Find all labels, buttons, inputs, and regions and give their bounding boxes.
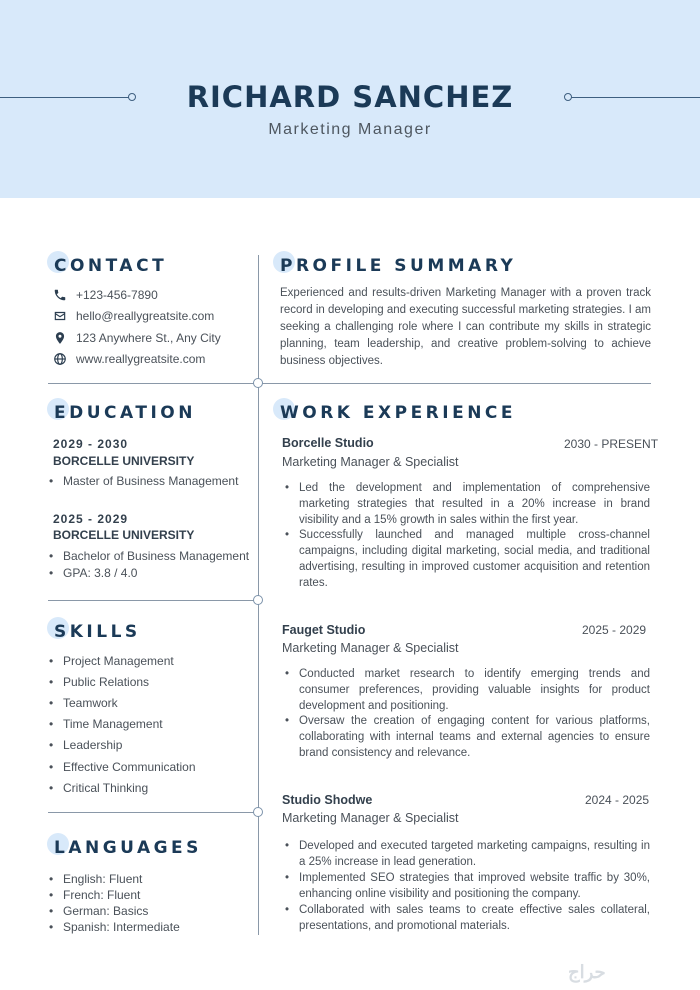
- profile-title: PROFILE SUMMARY: [280, 256, 517, 276]
- job-company: Borcelle Studio: [282, 436, 374, 450]
- job-bullet: • Successfully launched and managed multiple cross-channel campaigns, including digital marketing, social media, and traditional advertising, resulting in improved customer acquisition and retention rates.: [299, 527, 650, 591]
- job-bullet: • Oversaw the creation of engaging content for various platforms, collaborating with internal teams and external agencies to ensure brand consistency and relevance.: [299, 713, 650, 761]
- skill-item: • Leadership: [63, 738, 122, 752]
- skill-item: • Time Management: [63, 717, 163, 731]
- job-position: Marketing Manager & Specialist: [282, 811, 459, 825]
- skill-item: • Effective Communication: [63, 760, 196, 774]
- contact-phone-text: +123-456-7890: [76, 288, 158, 302]
- job-dates: 2025 - 2029: [582, 623, 647, 637]
- education-title: EDUCATION: [54, 403, 196, 423]
- contact-address-text: 123 Anywhere St., Any City: [76, 331, 221, 345]
- job-bullet: • Collaborated with sales teams to create effective sales collateral, presentations, and promotional materials.: [299, 902, 650, 934]
- location-pin-icon: [53, 331, 67, 345]
- language-item: • German: Basics: [63, 904, 148, 918]
- education-school: BORCELLE UNIVERSITY: [53, 454, 195, 468]
- job-company: Studio Shodwe: [282, 793, 373, 807]
- job-position: Marketing Manager & Specialist: [282, 641, 459, 655]
- globe-icon: [53, 352, 67, 366]
- separator-node-2: [253, 595, 263, 605]
- education-years: 2025 - 2029: [53, 512, 129, 526]
- profile-text: Experienced and results-driven Marketing Manager with a proven track record in developing and executing successful marketing strategies. I am seeking a challenging role where I can contribute my skills in strategic planning, team leadership, and creative problem-solving to achieve business objectives.: [280, 287, 651, 367]
- contact-email-text: hello@reallygreatsite.com: [76, 309, 215, 323]
- skill-item: • Project Management: [63, 654, 174, 668]
- skills-title: SKILLS: [54, 622, 141, 642]
- separator-1: [48, 383, 651, 384]
- job-dates: 2030 - PRESENT: [564, 437, 659, 451]
- candidate-role: Marketing Manager: [268, 121, 432, 138]
- education-school: BORCELLE UNIVERSITY: [53, 528, 195, 542]
- separator-2: [48, 600, 259, 601]
- language-item: • English: Fluent: [63, 872, 142, 886]
- education-detail: • Master of Business Management: [63, 474, 238, 488]
- skill-item: • Critical Thinking: [63, 781, 148, 795]
- separator-node-3: [253, 807, 263, 817]
- job-bullet: • Implemented SEO strategies that improved website traffic by 30%, enhancing online visibility and positioning the company.: [299, 870, 650, 902]
- job-position: Marketing Manager & Specialist: [282, 455, 459, 469]
- skill-item: • Teamwork: [63, 696, 118, 710]
- job-bullet: • Developed and executed targeted marketing campaigns, resulting in a 25% increase in lead generation.: [299, 838, 650, 870]
- watermark: حراج: [568, 962, 606, 982]
- separator-node-1: [253, 378, 263, 388]
- job-company: Fauget Studio: [282, 623, 366, 637]
- mail-icon: [53, 309, 67, 323]
- contact-website-text: www.reallygreatsite.com: [76, 352, 206, 366]
- education-years: 2029 - 2030: [53, 437, 129, 451]
- language-item: • Spanish: Intermediate: [63, 920, 180, 934]
- languages-title: LANGUAGES: [54, 838, 202, 858]
- work-title: WORK EXPERIENCE: [280, 403, 517, 423]
- language-item: • French: Fluent: [63, 888, 140, 902]
- job-bullet: • Conducted market research to identify emerging trends and consumer preferences, providing valuable insights for product development and positioning.: [299, 666, 650, 714]
- separator-3: [48, 812, 259, 813]
- candidate-name: RICHARD SANCHEZ: [186, 80, 514, 114]
- education-detail: • GPA: 3.8 / 4.0: [63, 566, 137, 580]
- contact-title: CONTACT: [54, 256, 168, 276]
- job-bullet: • Led the development and implementation of comprehensive marketing strategies that resulted in a 20% increase in brand visibility and a 15% growth in sales within the first year.: [299, 480, 650, 528]
- job-dates: 2024 - 2025: [585, 793, 650, 807]
- skill-item: • Public Relations: [63, 675, 149, 689]
- education-detail: • Bachelor of Business Management: [63, 549, 249, 563]
- phone-icon: [53, 288, 67, 302]
